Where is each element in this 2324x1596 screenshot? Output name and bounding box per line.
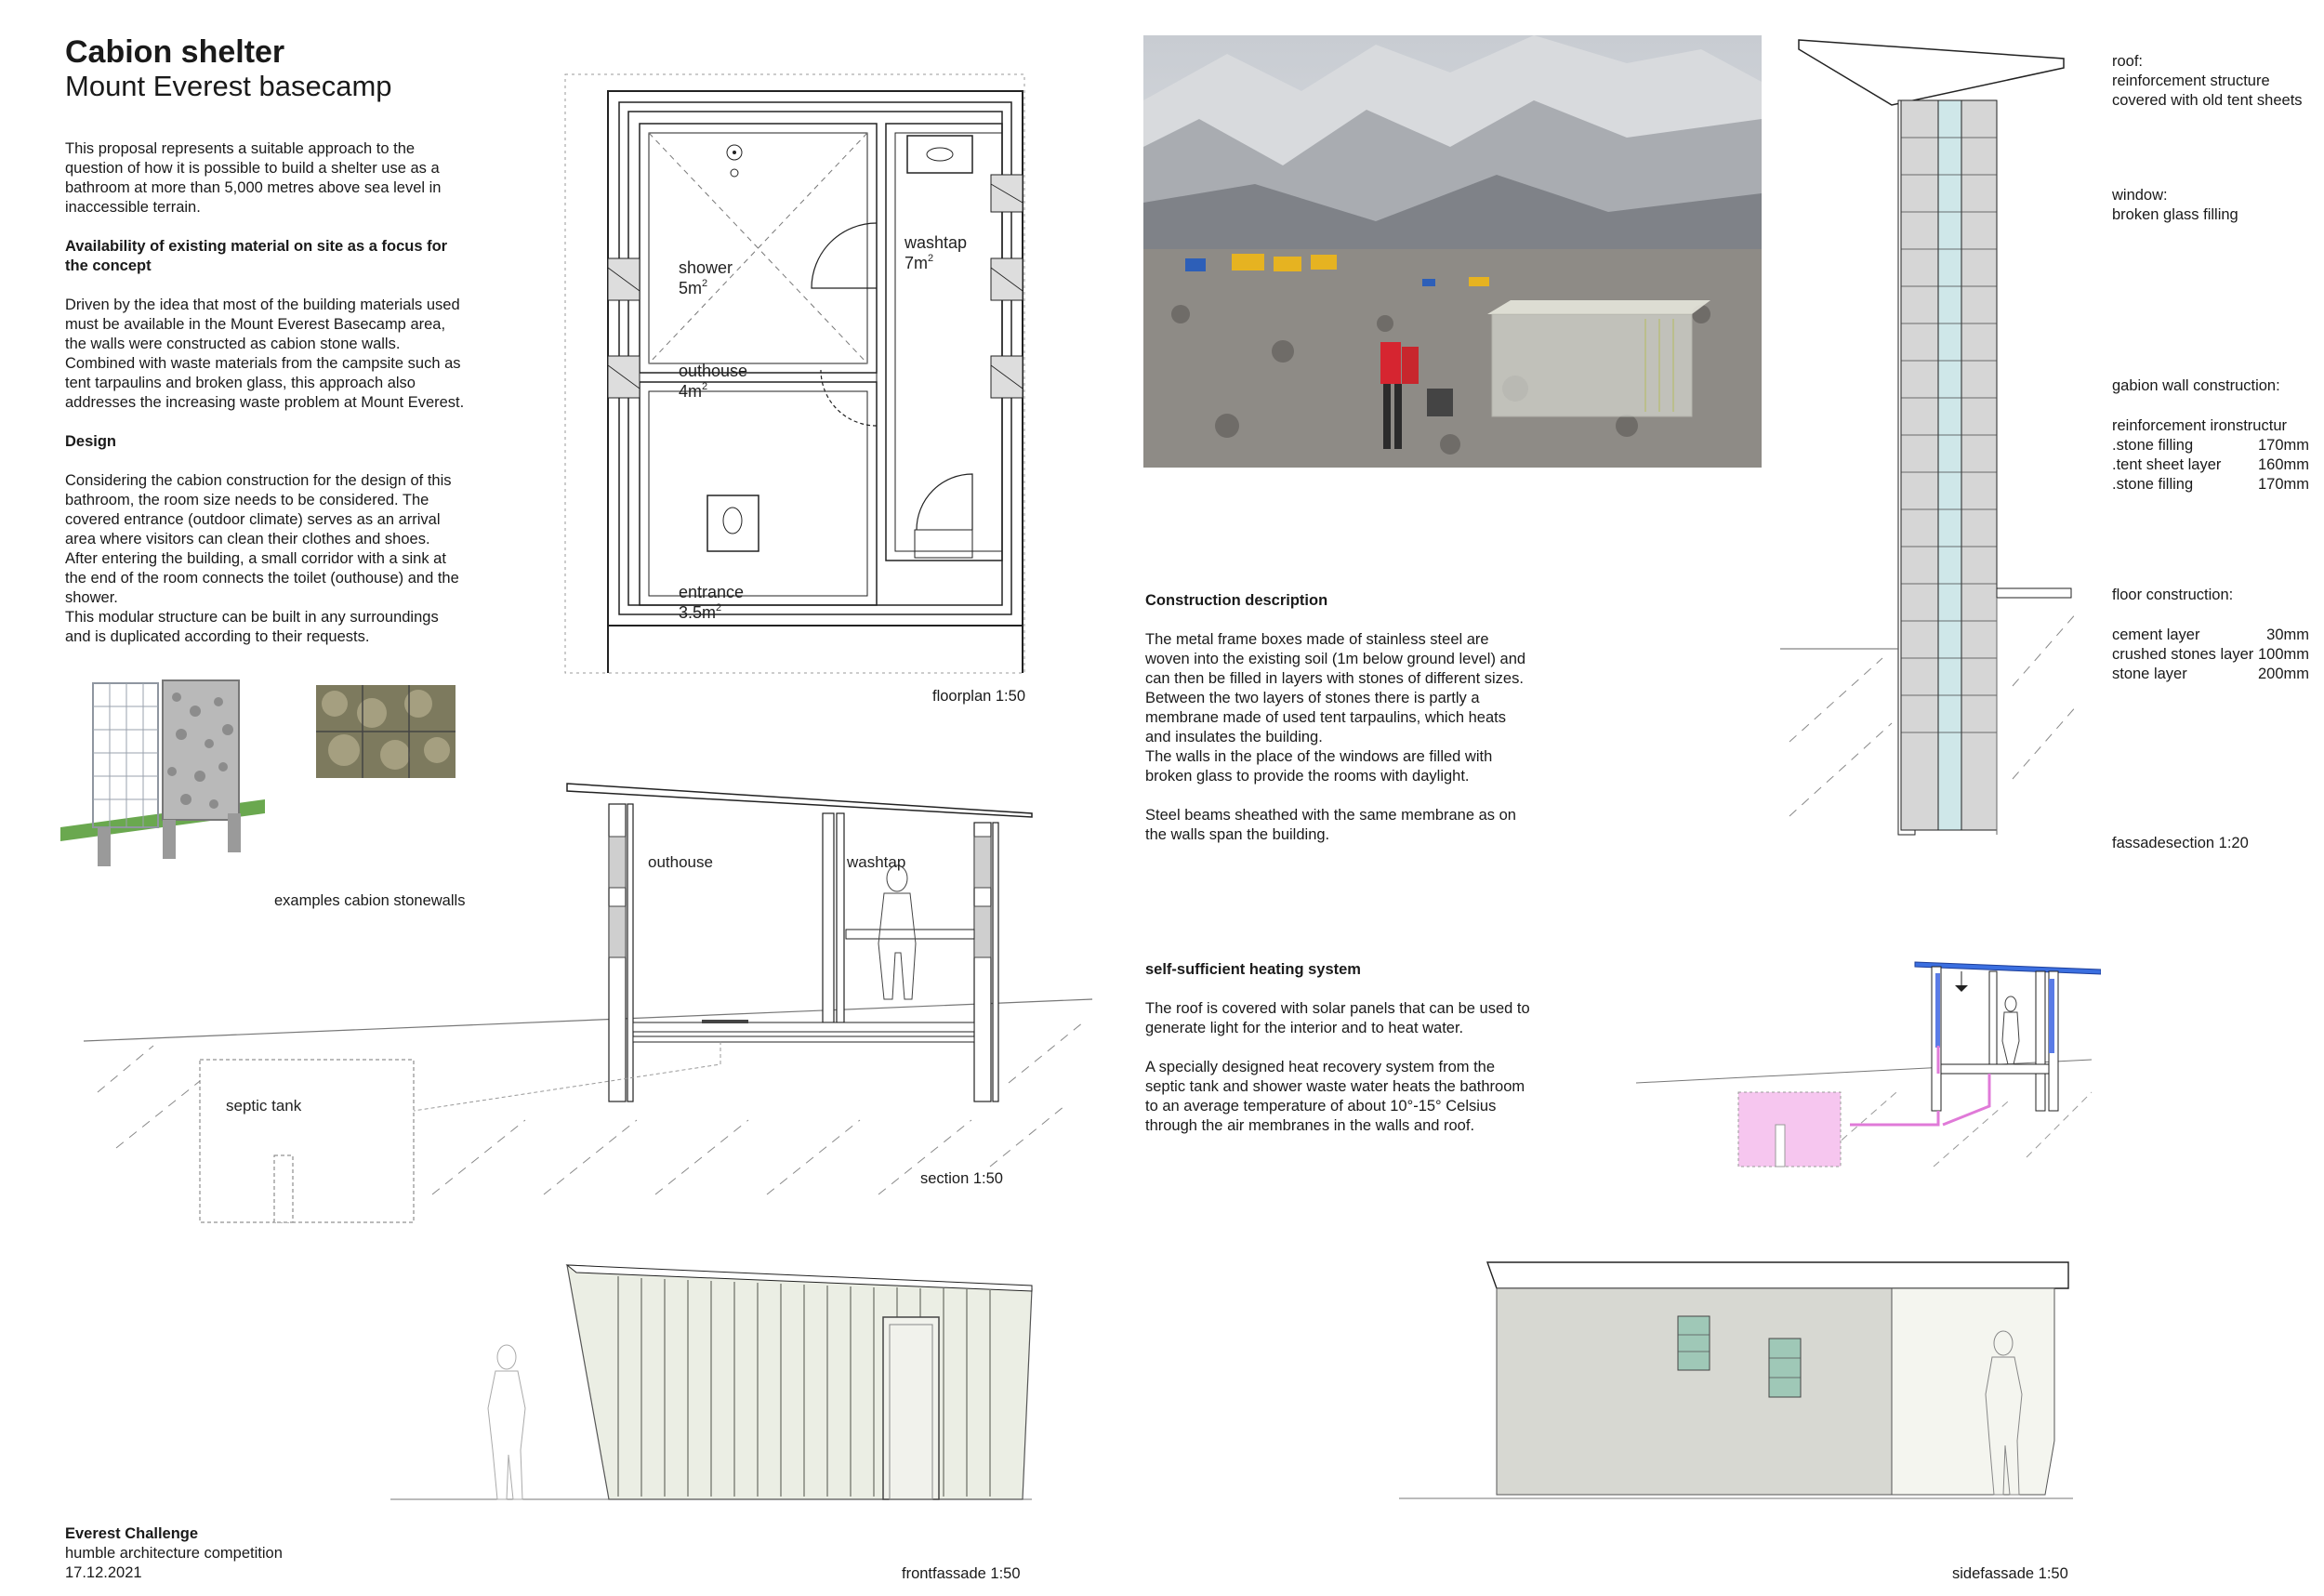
gabion-photo [316, 685, 456, 778]
section-label-outhouse: outhouse [648, 853, 713, 871]
heating-text [1145, 960, 1536, 1155]
room-label-washtap: washtap [905, 233, 968, 252]
section-caption: section 1:50 [920, 1170, 1003, 1187]
examples-caption: examples cabion stonewalls [274, 892, 466, 909]
room-label-shower: shower [679, 258, 733, 277]
everest-photo [1143, 35, 1762, 468]
heating-diagram [1636, 953, 2101, 1194]
fassade-caption: fassadesection 1:20 [2112, 835, 2249, 851]
room-label-entrance: entrance [679, 583, 745, 601]
spec-row: stone layer 200mm [2112, 666, 2309, 682]
intro-text [65, 139, 465, 666]
room-label-outhouse: outhouse [679, 362, 748, 380]
room-area-outhouse: $4m^2$ [679, 381, 708, 401]
floor-spec [2112, 626, 2309, 684]
floorplan-caption: floorplan 1:50 [932, 688, 1025, 705]
side-fassade-drawing [1394, 1255, 2082, 1510]
gabion-sub: reinforcement ironstructur [2112, 417, 2287, 434]
room-area-entrance: $3.5m^2$ [679, 602, 722, 622]
construction-paragraph-2: Steel beams sheathed with the same membrane as on the walls span the building. [1145, 807, 1516, 843]
footer-title: Everest Challenge [65, 1525, 199, 1542]
floor-heading: floor construction: [2112, 587, 2234, 603]
front-fassade-drawing [381, 1250, 1050, 1506]
heating-heading: self-sufficient heating system [1145, 961, 1361, 978]
section-label-washtap: washtap [847, 853, 906, 871]
construction-text [1145, 591, 1536, 864]
spec-row: cement layer 30mm [2112, 627, 2309, 643]
footer [65, 1524, 283, 1583]
room-area-washtap: $7m^2$ [905, 253, 934, 272]
room-area-shower: $5m^2$ [679, 278, 708, 297]
footer-subtitle: humble architecture competition [65, 1545, 283, 1562]
side-caption: sidefassade 1:50 [1952, 1565, 2068, 1582]
gabion-spec [2112, 416, 2309, 495]
heating-paragraph-1: The roof is covered with solar panels that can be used to generate light for the interior and to heat water. [1145, 1000, 1530, 1036]
fassade-section-drawing [1780, 35, 2096, 844]
section-drawing [79, 776, 1102, 1232]
fassade-window-note: window: broken glass filling [2112, 187, 2238, 223]
spec-row: crushed stones layer 100mm [2112, 646, 2309, 663]
page-title: Cabion shelter [65, 34, 285, 70]
intro-paragraph-2: Driven by the idea that most of the building materials used must be available in the Mount Everest Basecamp area, the walls were constructed as cabion stone walls. Combined with waste materials from the campsite such as tent tarpaulins and broken glass, this approach also addresses the increasing waste problem at Mount Everest. [65, 297, 465, 411]
fassade-roof-note: roof: reinforcement structure covered with old tent sheets [2112, 53, 2303, 109]
construction-paragraph-1: The metal frame boxes made of stainless steel are woven into the existing soil (1m below ground level) and can then be filled in layers with stones of different sizes. Between the two layers of stones there is partly a membrane made of used tent tarpaulins, which heats and insulates the building. The walls in the place of the windows are filled with broken glass to provide the rooms with daylight. [1145, 631, 1526, 785]
spec-row: .tent sheet layer 160mm [2112, 456, 2309, 473]
gabion-heading: gabion wall construction: [2112, 377, 2280, 394]
page-subtitle: Mount Everest basecamp [65, 70, 392, 102]
heating-paragraph-2: A specially designed heat recovery system from the septic tank and shower waste water heats the bathroom to an average temperature of about 10°-15° Celsius through the air membranes in the walls and roof. [1145, 1059, 1525, 1134]
spec-row: .stone filling 170mm [2112, 437, 2309, 454]
spec-row: .stone filling 170mm [2112, 476, 2309, 493]
septic-label: septic tank [226, 1097, 302, 1115]
heading-material: Availability of existing material on site as a focus for the concept [65, 238, 448, 274]
heading-design: Design [65, 433, 117, 450]
floorplan-drawing [563, 73, 1028, 677]
intro-paragraph-3: Considering the cabion construction for the design of this bathroom, the room size needs to be considered. The covered entrance (outdoor climate) serves as an arrival area where visitors can clean their clothes and shoes. After entering the building, a small corridor with a sink at the end of the room connects the toilet (outhouse) and the shower. This modular structure can be built in any surroundings and is duplicated according to their requests. [65, 472, 459, 645]
intro-paragraph-1: This proposal represents a suitable approach to the question of how it is possible to build a shelter use as a bathroom at more than 5,000 metres above sea level in inaccessible terrain. [65, 140, 442, 216]
footer-date: 17.12.2021 [65, 1564, 142, 1581]
front-caption: frontfassade 1:50 [902, 1565, 1021, 1582]
construction-heading: Construction description [1145, 592, 1328, 609]
